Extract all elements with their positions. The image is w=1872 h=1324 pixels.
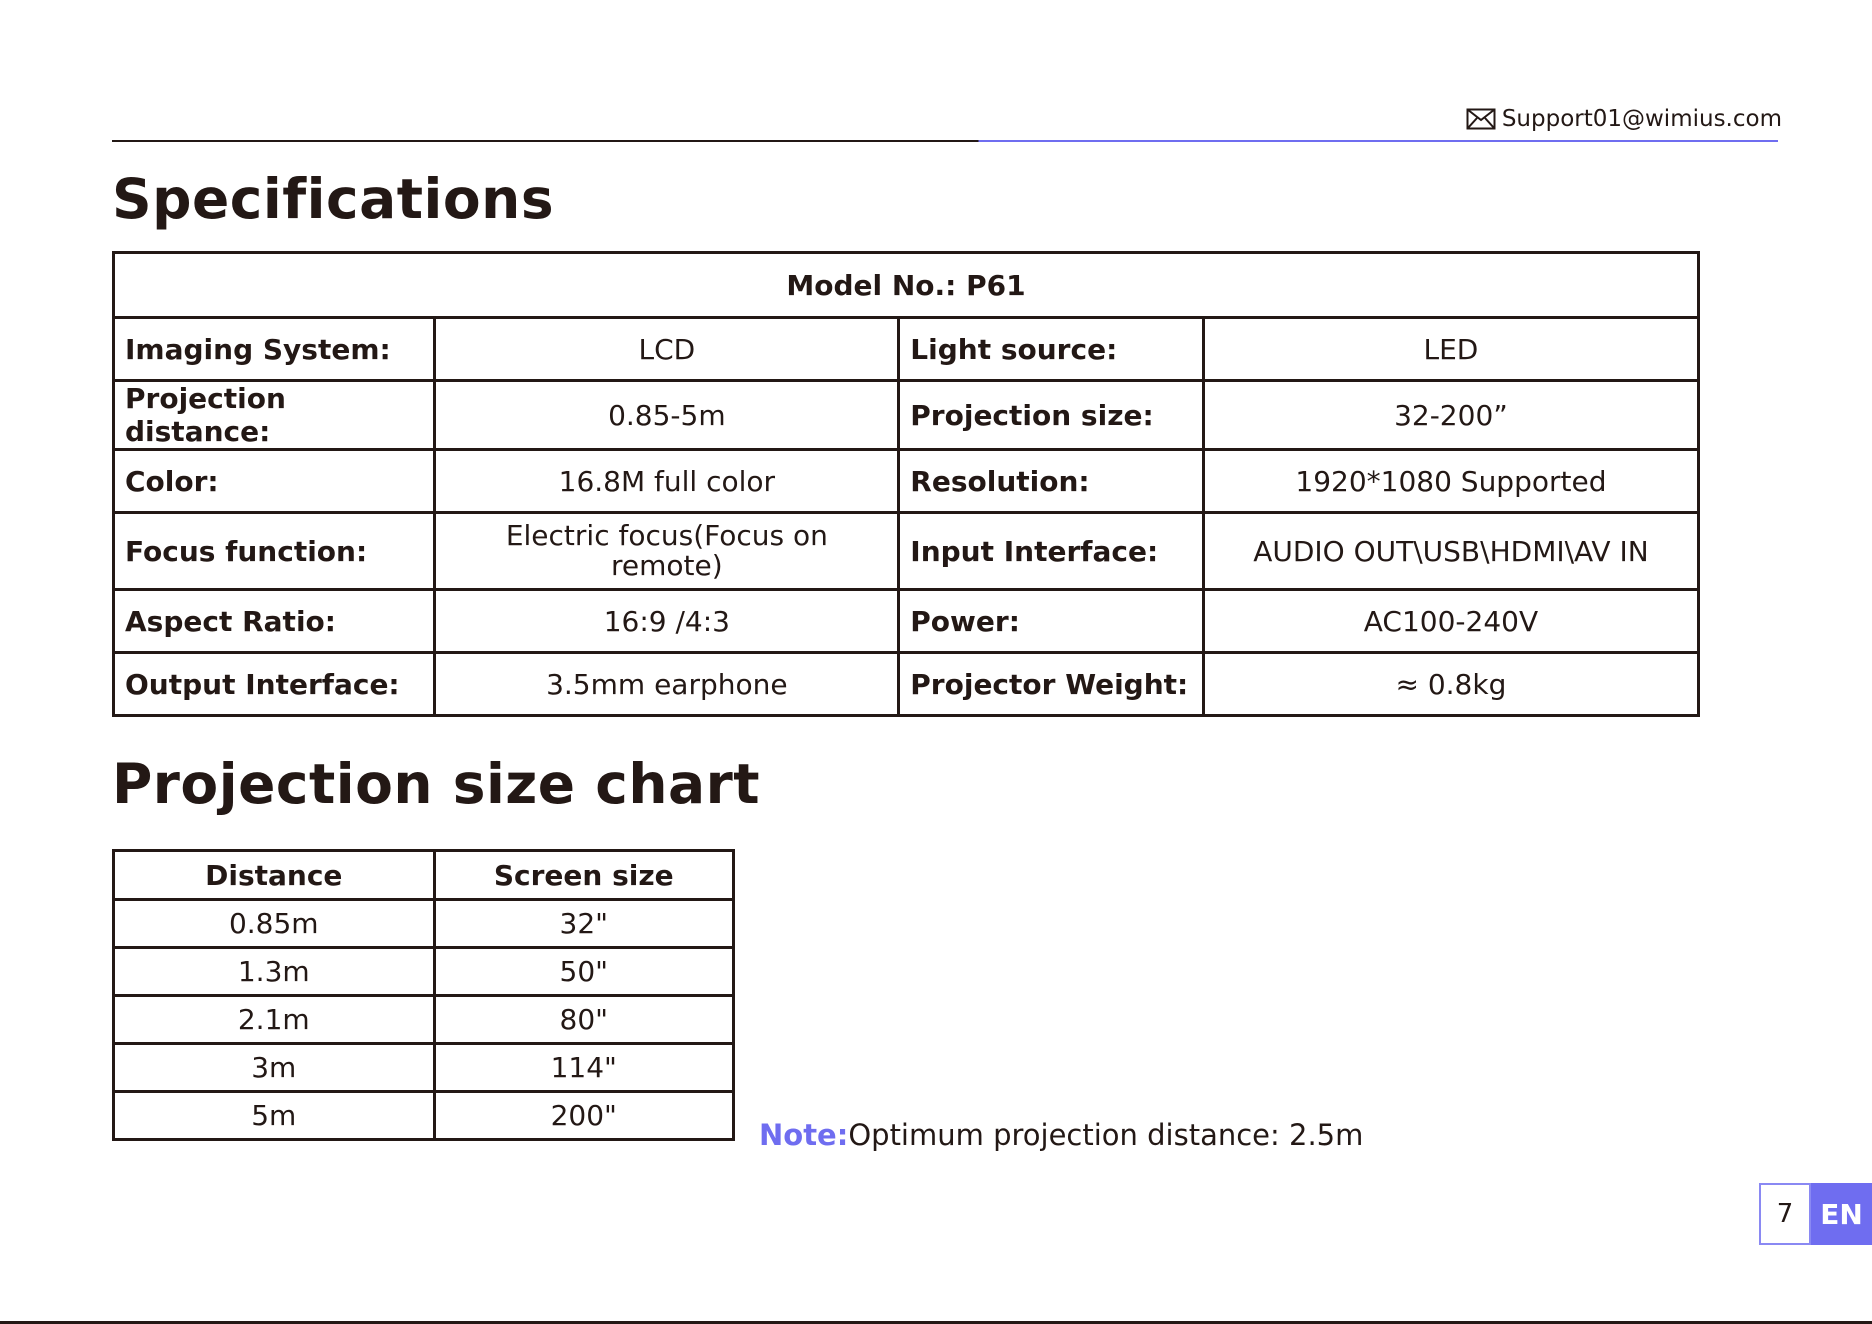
table-row xyxy=(114,948,734,996)
table-header-row xyxy=(114,851,734,900)
table-row xyxy=(114,1044,734,1092)
spec-value: 0.85-5m xyxy=(435,381,899,450)
specifications-title: Specifications xyxy=(112,167,555,231)
spec-row xyxy=(114,318,1699,381)
spec-value: AC100-240V xyxy=(1203,590,1698,653)
screen-size-cell: 50" xyxy=(434,948,733,996)
table-row xyxy=(114,1092,734,1140)
spec-row xyxy=(114,513,1699,590)
screen-size-cell: 32" xyxy=(434,900,733,948)
header-email xyxy=(1466,106,1782,132)
note xyxy=(759,1118,1363,1152)
spec-label: Color: xyxy=(114,450,435,513)
spec-label: Projection size: xyxy=(899,381,1204,450)
specifications-table xyxy=(112,251,1700,717)
note-label: Note: xyxy=(759,1118,849,1152)
model-number: Model No.: P61 xyxy=(114,253,1699,318)
spec-label: Focus function: xyxy=(114,513,435,590)
spec-value: Electric focus(Focus on remote) xyxy=(435,513,899,590)
table-row xyxy=(114,996,734,1044)
spec-label: Input Interface: xyxy=(899,513,1204,590)
spec-value: 16:9 /4:3 xyxy=(435,590,899,653)
language-badge: EN xyxy=(1811,1183,1872,1245)
spec-label: Projector Weight: xyxy=(899,653,1204,716)
spec-label: Projection distance: xyxy=(114,381,435,450)
spec-row xyxy=(114,590,1699,653)
mail-icon xyxy=(1466,108,1496,130)
screen-size-cell: 80" xyxy=(434,996,733,1044)
distance-cell: 2.1m xyxy=(114,996,435,1044)
distance-cell: 3m xyxy=(114,1044,435,1092)
spec-value: AUDIO OUT\USB\HDMI\AV IN xyxy=(1203,513,1698,590)
spec-label: Power: xyxy=(899,590,1204,653)
distance-cell: 5m xyxy=(114,1092,435,1140)
projection-size-table xyxy=(112,849,735,1141)
spec-label: Output Interface: xyxy=(114,653,435,716)
screen-size-cell: 114" xyxy=(434,1044,733,1092)
spec-value: LED xyxy=(1203,318,1698,381)
spec-value: 1920*1080 Supported xyxy=(1203,450,1698,513)
header-rule xyxy=(112,140,1778,142)
screen-size-cell: 200" xyxy=(434,1092,733,1140)
column-header-distance: Distance xyxy=(114,851,435,900)
projection-size-chart-title: Projection size chart xyxy=(112,752,761,816)
spec-value: 16.8M full color xyxy=(435,450,899,513)
spec-label: Imaging System: xyxy=(114,318,435,381)
spec-value: ≈ 0.8kg xyxy=(1203,653,1698,716)
spec-row xyxy=(114,381,1699,450)
page-number: 7 xyxy=(1759,1183,1811,1245)
spec-label: Aspect Ratio: xyxy=(114,590,435,653)
spec-label: Light source: xyxy=(899,318,1204,381)
spec-value: 32-200” xyxy=(1203,381,1698,450)
column-header-screen-size: Screen size xyxy=(434,851,733,900)
spec-row xyxy=(114,653,1699,716)
spec-value: 3.5mm earphone xyxy=(435,653,899,716)
spec-label: Resolution: xyxy=(899,450,1204,513)
distance-cell: 0.85m xyxy=(114,900,435,948)
distance-cell: 1.3m xyxy=(114,948,435,996)
spec-value: LCD xyxy=(435,318,899,381)
spec-row xyxy=(114,450,1699,513)
note-text: Optimum projection distance: 2.5m xyxy=(848,1118,1364,1152)
email-address[interactable]: Support01@wimius.com xyxy=(1501,106,1782,132)
table-row xyxy=(114,900,734,948)
model-row xyxy=(114,253,1699,318)
